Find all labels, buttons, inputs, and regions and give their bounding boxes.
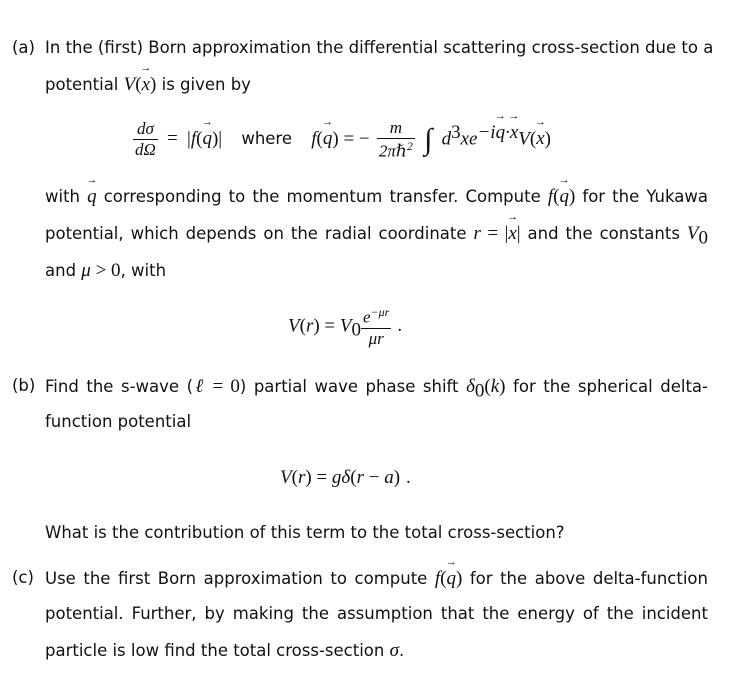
part-b-line-1: Find the s-wave (ℓ = 0) partial wave phase shift $\delta_0(k)$ for the spherical delta- (45, 376, 708, 402)
delta-equation: V(r) = gδ(r − a) . (280, 467, 411, 488)
part-b-label: (b) (12, 376, 36, 395)
part-c-line-2: potential. Further, by making the assumption that the energy of the incident (45, 604, 708, 623)
part-a-line-3: with q → corresponding to the momentum transfer. Compute f(q →) for the Yukawa (45, 186, 708, 208)
part-c-line-3: particle is low find the total cross-section σ. (45, 640, 405, 661)
yukawa-equation: $V(r) = V_0$ $\frac{e^{-\mu r}}{\mu r}$ . (288, 305, 403, 348)
part-b-line-2: function potential (45, 412, 192, 431)
part-b-question: What is the contribution of this term to the total cross-section? (45, 523, 565, 542)
part-a-line-1: In the (first) Born approximation the differential scattering cross-section due to a (45, 38, 714, 57)
part-a-line-5: and μ > 0, with (45, 260, 167, 281)
part-a-label: (a) (12, 38, 35, 57)
part-c-label: (c) (12, 568, 34, 587)
part-c-line-1: Use the first Born approximation to compute f(q →) for the above delta-function (45, 568, 708, 590)
part-a-line-2: potential V(x →) is given by (45, 74, 251, 96)
part-a-line-4: potential, which depends on the radial coordinate r = |x →| and the constants $V_0$ (45, 223, 708, 249)
born-equation: $\frac{d\sigma}{d\Omega}$ = |f(q →)| where f(q →) = − $\frac{m}{2\pi\hbar^2}$ ∫ $d^3xe^{-iq \to\cdot x} \to V(x$ →) (133, 118, 551, 162)
